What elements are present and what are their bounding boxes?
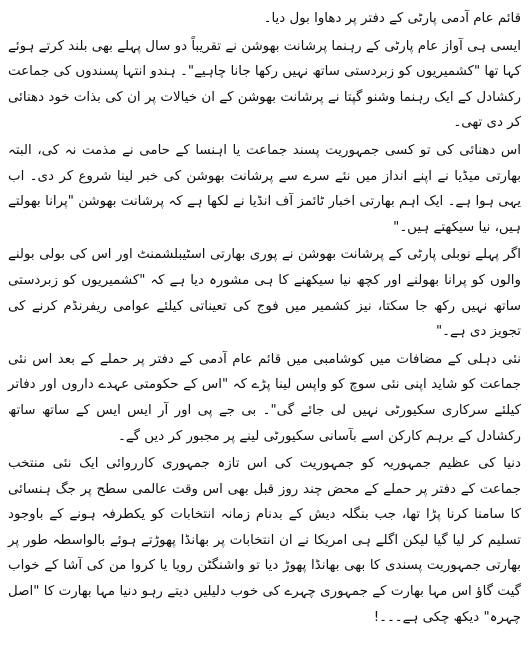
article-paragraph-6: دنیا کی عظیم جمہوریہ کو جمہوریت کی اس تازہ جمہوری کارروائی ایک نئی منتخب جماعت کے دفتر پر حملے کے محض چند روز قبل بھی اس وقت عالمی سطح پر جگ ہنسائی کا سامنا کرنا پڑا تھا، جب بنگلہ دیش کے بدنام زمانہ انتخابات کو یکطرفہ ہونے کے باوجود تسلیم کر لیا گیا لیکن اگلے ہی امریکا نے ان انتخابات پر بھانڈا پھوڑتے ہوئے بالواسطہ طور پر بھارتی جمہوریت پسندی کا بھی بھانڈا پھوڑ دیا تو واشنگٹن رویا یا کروا من کی آشا کے خواب گیت گاؤ اس مہا بھارت کے جمہوری چہرے کی خوب دلیلیں دیتے رہو دنیا مہا بھارت کا "اصل چہرہ" دیکھ چکی ہے۔۔۔! bbox=[8, 456, 521, 625]
article-paragraph-1: قائم عام آدمی پارٹی کے دفتر پر دھاوا بول دیا۔ bbox=[263, 11, 521, 26]
article-paragraph-5: نئی دہلی کے مضافات میں کوشامبی میں قائم عام آدمی کے دفتر پر حملے کے بعد اس نئی جماعت کو شاید اپنی نئی سوچ کو واپس لینا پڑے کہ "اس کے حکومتی عہدے داروں اور دفاتر کیلئے سرکاری سکیورٹی نہیں لی جائے گی"۔ بی جے پی اور آر ایس ایس کے ساتھ ساتھ رکشادل کے برہم کارکن اسے بآسانی سکیورٹی لینے پر مجبور کر دیں گے۔ bbox=[8, 351, 521, 444]
article-paragraph-3: اس دھنائی کی تو کسی جمہوریت پسند جماعت یا اہنسا کے حامی نے مذمت نہ کی، البتہ بھارتی میڈیا نے اپنے انداز میں نئے سرے سے پرشانت بھوشن کی خبر لینا شروع کر دی۔ اب یہی ہوا ہے۔ ایک اہم بھارتی اخبار ٹائمز آف انڈیا نے لکھا ہے کہ پرشانت بھوشن "پرانا بھولتے ہیں، نیا سیکھتے ہیں۔" bbox=[8, 142, 521, 235]
article-paragraph-2: ایسی ہی آواز عام پارٹی کے رہنما پرشانت بھوشن نے تقریباً دو سال پہلے بھی بلند کرتے ہوئے کہا تھا "کشمیریوں کو زبردستی ساتھ نہیں رکھا جانا چاہیے"۔ ہندو انتہا پسندوں کی جماعت رکشادل کے ایک رہنما وشنو گپتا نے پرشانت بھوشن کے ان خیالات پر ان کی بذات خود دھنائی کر دی تھی۔ bbox=[8, 38, 521, 131]
article-paragraph-4: اگر پہلے نوبلی پارٹی کے پرشانت بھوشن نے پوری بھارتی اسٹیبلشمنٹ اور اس کی بولی بولنے والوں کو پرانا بھولنے اور کچھ نیا سیکھنے کا ہی مشورہ دیا ہے کہ "کشمیریوں کو زبردستی ساتھ نہیں رکھ جا سکتا، نیز کشمیر میں فوج کی تعیناتی کیلئے عوامی ریفرنڈم کرنے کی تجویز دی ہے۔" bbox=[8, 247, 521, 340]
